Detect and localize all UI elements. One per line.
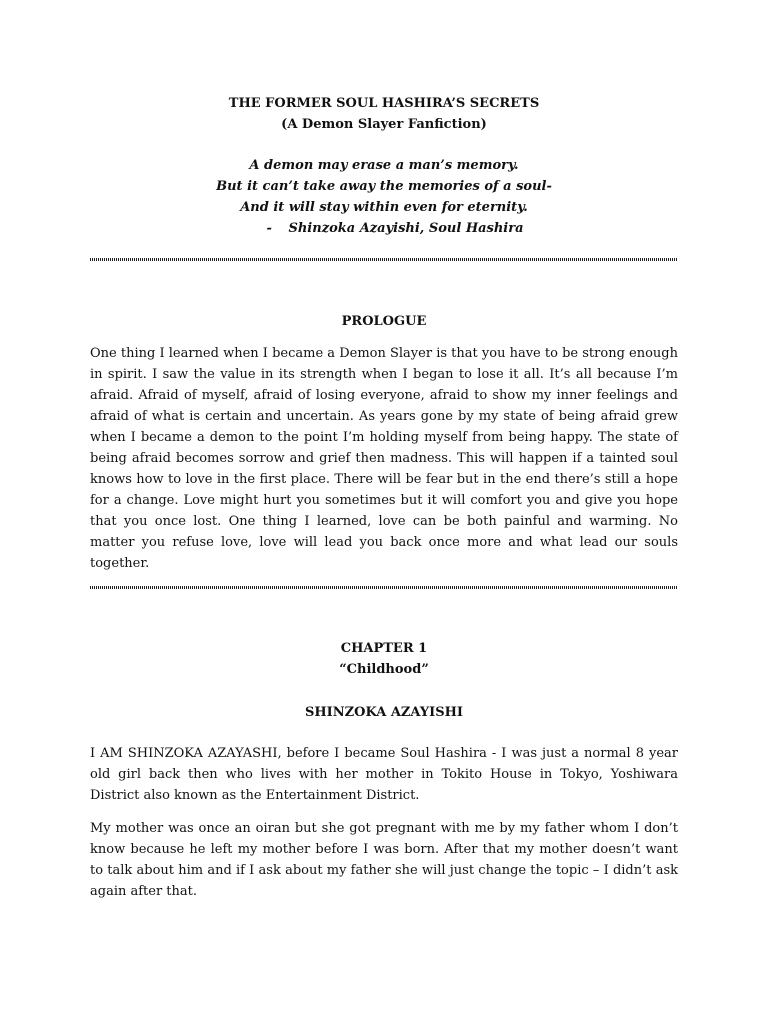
attribution-dash: -	[266, 221, 272, 236]
epigraph-line-3: And it will stay within even for eternity.	[240, 200, 528, 215]
epigraph	[0, 155, 768, 239]
epigraph-attribution: Shinzoka Azayishi, Soul Hashira	[288, 221, 524, 236]
chapter-paragraph-2: My mother was once an oiran but she got pregnant with me by my father whom I don’t know because he left my mother before I was born. After that my mother doesn’t want to talk about him and if I ask about my father she will just change the topic – I didn’t ask again after that.	[90, 821, 678, 899]
section-divider	[90, 586, 678, 589]
epigraph-line-1: A demon may erase a man’s memory.	[249, 158, 519, 173]
document-title: THE FORMER SOUL HASHIRA’S SECRETS	[228, 96, 540, 111]
epigraph-attribution-line	[0, 218, 768, 239]
chapter-number: CHAPTER 1	[340, 641, 428, 656]
chapter-name: “Childhood”	[339, 662, 429, 677]
prologue-heading: PROLOGUE	[341, 314, 427, 329]
title-block	[0, 93, 768, 135]
section-heading: SHINZOKA AZAYISHI	[305, 705, 463, 720]
prologue-paragraph: One thing I learned when I became a Demon Slayer is that you have to be strong enough in spirit. I saw the value in its strength when I began to lose it all. It’s all because I’m afraid. Afraid of myself, afraid of losing everyone, afraid to show my inner feelings and afraid of what is certain and uncertain. As years gone by my state of being afraid grew when I became a demon to the point I’m holding myself from being happy. The state of being afraid becomes sorrow and grief then madness. This will happen if a tainted soul knows how to love in the first place. There will be fear but in the end there’s still a hope for a change. Love might hurt you sometimes but it will comfort you and give you hope that you once lost. One thing I learned, love can be both painful and warming. No matter you refuse love, love will lead you back once more and what lead our souls together.	[90, 346, 678, 571]
epigraph-line-2: But it can’t take away the memories of a soul-	[216, 179, 552, 194]
section-divider	[90, 258, 678, 261]
document-subtitle: (A Demon Slayer Fanfiction)	[281, 117, 487, 132]
chapter-paragraph-1: I AM SHINZOKA AZAYASHI, before I became Soul Hashira - I was just a normal 8 year old girl back then who lives with her mother in Tokito House in Tokyo, Yoshiwara District also known as the Entertainment District.	[90, 746, 678, 803]
